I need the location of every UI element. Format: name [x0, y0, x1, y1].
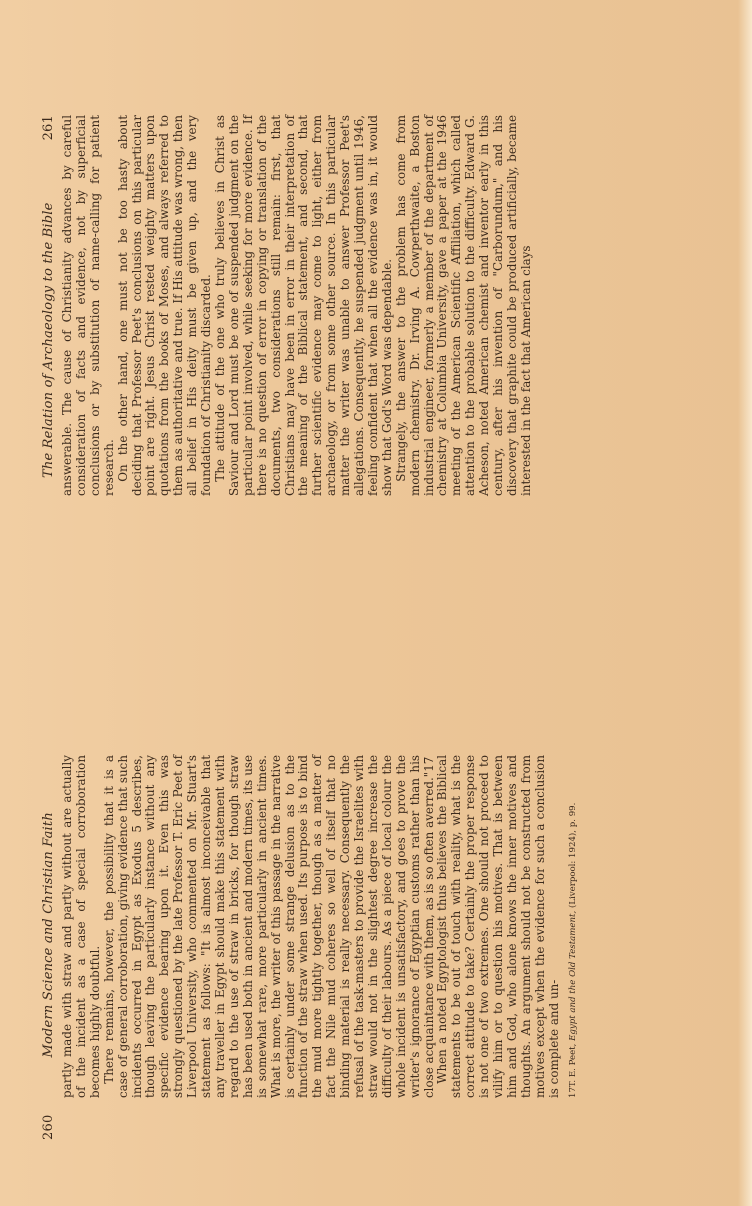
paper-edge	[738, 0, 752, 1206]
right-paragraph: On the other hand, one must not be too hasty about deciding that Professor Peet's conclusions on this particular point are right. Jesus Christ rested weighty matters upon quotations from the books of Moses, and always referred to them as authoritative and true. If His attitude was wrong, then all belief in His deity must be given up, and the very foundation of Christianity discarded.	[115, 115, 214, 496]
left-running-head: Modern Science and Christian Faith	[40, 812, 56, 1058]
right-page-body	[61, 115, 534, 496]
left-page-body	[61, 755, 562, 1098]
left-page-header	[35, 755, 61, 1140]
left-paragraph: partly made with straw and partly without are actually of the incident as a case of special corroboration becomes highly doubtful.	[60, 755, 102, 1098]
right-running-head: The Relation of Archaeology to the Bible	[40, 202, 56, 478]
footnote-rest: (Liverpool: 1924), p. 99.	[567, 802, 578, 909]
left-page	[35, 755, 655, 1140]
left-paragraph: When a noted Egyptologist thus believes the Biblical statements to be out of touch with reality, what is the correct attitude to take? Certainly the proper response is not one of two extremes. One should not proceed to vilify him or to question his motives. That is between him and God, who alone knows the inner motives and thoughts. An argument should not be constructed from motives except when the evidence for such a conclusion is complete and un-	[435, 755, 561, 1098]
right-paragraph: The attitude of the one who truly believes in Christ as Saviour and Lord must be one of suspended judgment on the particular point involved, while seeking for more evidence. If there is no question of error in copying or translation of the documents, two considerations still remain: first, that Christians may have been in error in their interpretation of the meaning of the Biblical statement, and second, that further scientific evidence may come to light, either from archaeology, or from some other source. In this particular matter the writer was unable to answer Professor Peet's allegations. Consequently, he suspended judgment until 1946, feeling confident that when all the evidence was in, it would show that God's Word was dependable.	[212, 115, 394, 496]
right-page-number: 261	[40, 115, 56, 141]
footnote-mark: 17T. E. Peet,	[567, 1043, 578, 1098]
footnote-title: Egypt and the Old Testament,	[567, 910, 578, 1041]
left-page-number: 260	[40, 1114, 56, 1140]
footnote	[568, 755, 579, 1098]
right-page-header	[35, 115, 61, 540]
right-paragraph: answerable. The cause of Christianity advances by careful consideration of facts and evidence, not by superficial conclusions or by substitution of name-calling for patient research.	[60, 115, 116, 496]
right-page	[35, 115, 655, 540]
right-paragraph: Strangely, the answer to the problem has come from modern chemistry. Dr. Irving A. Cowperthwaite, a Boston industrial engineer, formerly a member of the department of chemistry at Columbia University, gave a paper at the 1946 meeting of the American Scientific Affiliation, which called attention to the probable solution to the difficulty. Edward G. Acheson, noted American chemist and inventor early in this century, after his invention of "Carborundum," and his discovery that graphite could be produced artificially, became interested in the fact that American clays	[393, 115, 533, 496]
left-paragraph: There remains, however, the possibility that it is a case of general corroboration, giving evidence that such incidents occurred in Egypt as Exodus 5 describes, though leaving the particularly instance without any specific evidence bearing upon it. Even this was strongly questioned by the late Professor T. Eric Peet of Liverpool University, who commented on Mr. Stuart's statement as follows: "It is almost inconceivable that any traveller in Egypt should make this statement with regard to the use of straw in bricks, for though straw has been used both in ancient and modern times, its use is somewhat rare, more particularly in ancient times. What is more, the writer of this passage in the narrative is certainly under some strange delusion as to the function of the straw when used. Its purpose is to bind the mud more tightly together, though as a matter of fact the Nile mud coheres so well of itself that no binding material is really necessary. Consequently the refusal of the task-masters to provide the Israelites with straw would not in the slightest degree increase the difficulty of their labours. As a piece of local colour the whole incident is unsatisfactory, and goes to prove the writer's ignorance of Egyptian customs rather than his close acquaintance with them, as is so often averred."17	[101, 755, 436, 1098]
